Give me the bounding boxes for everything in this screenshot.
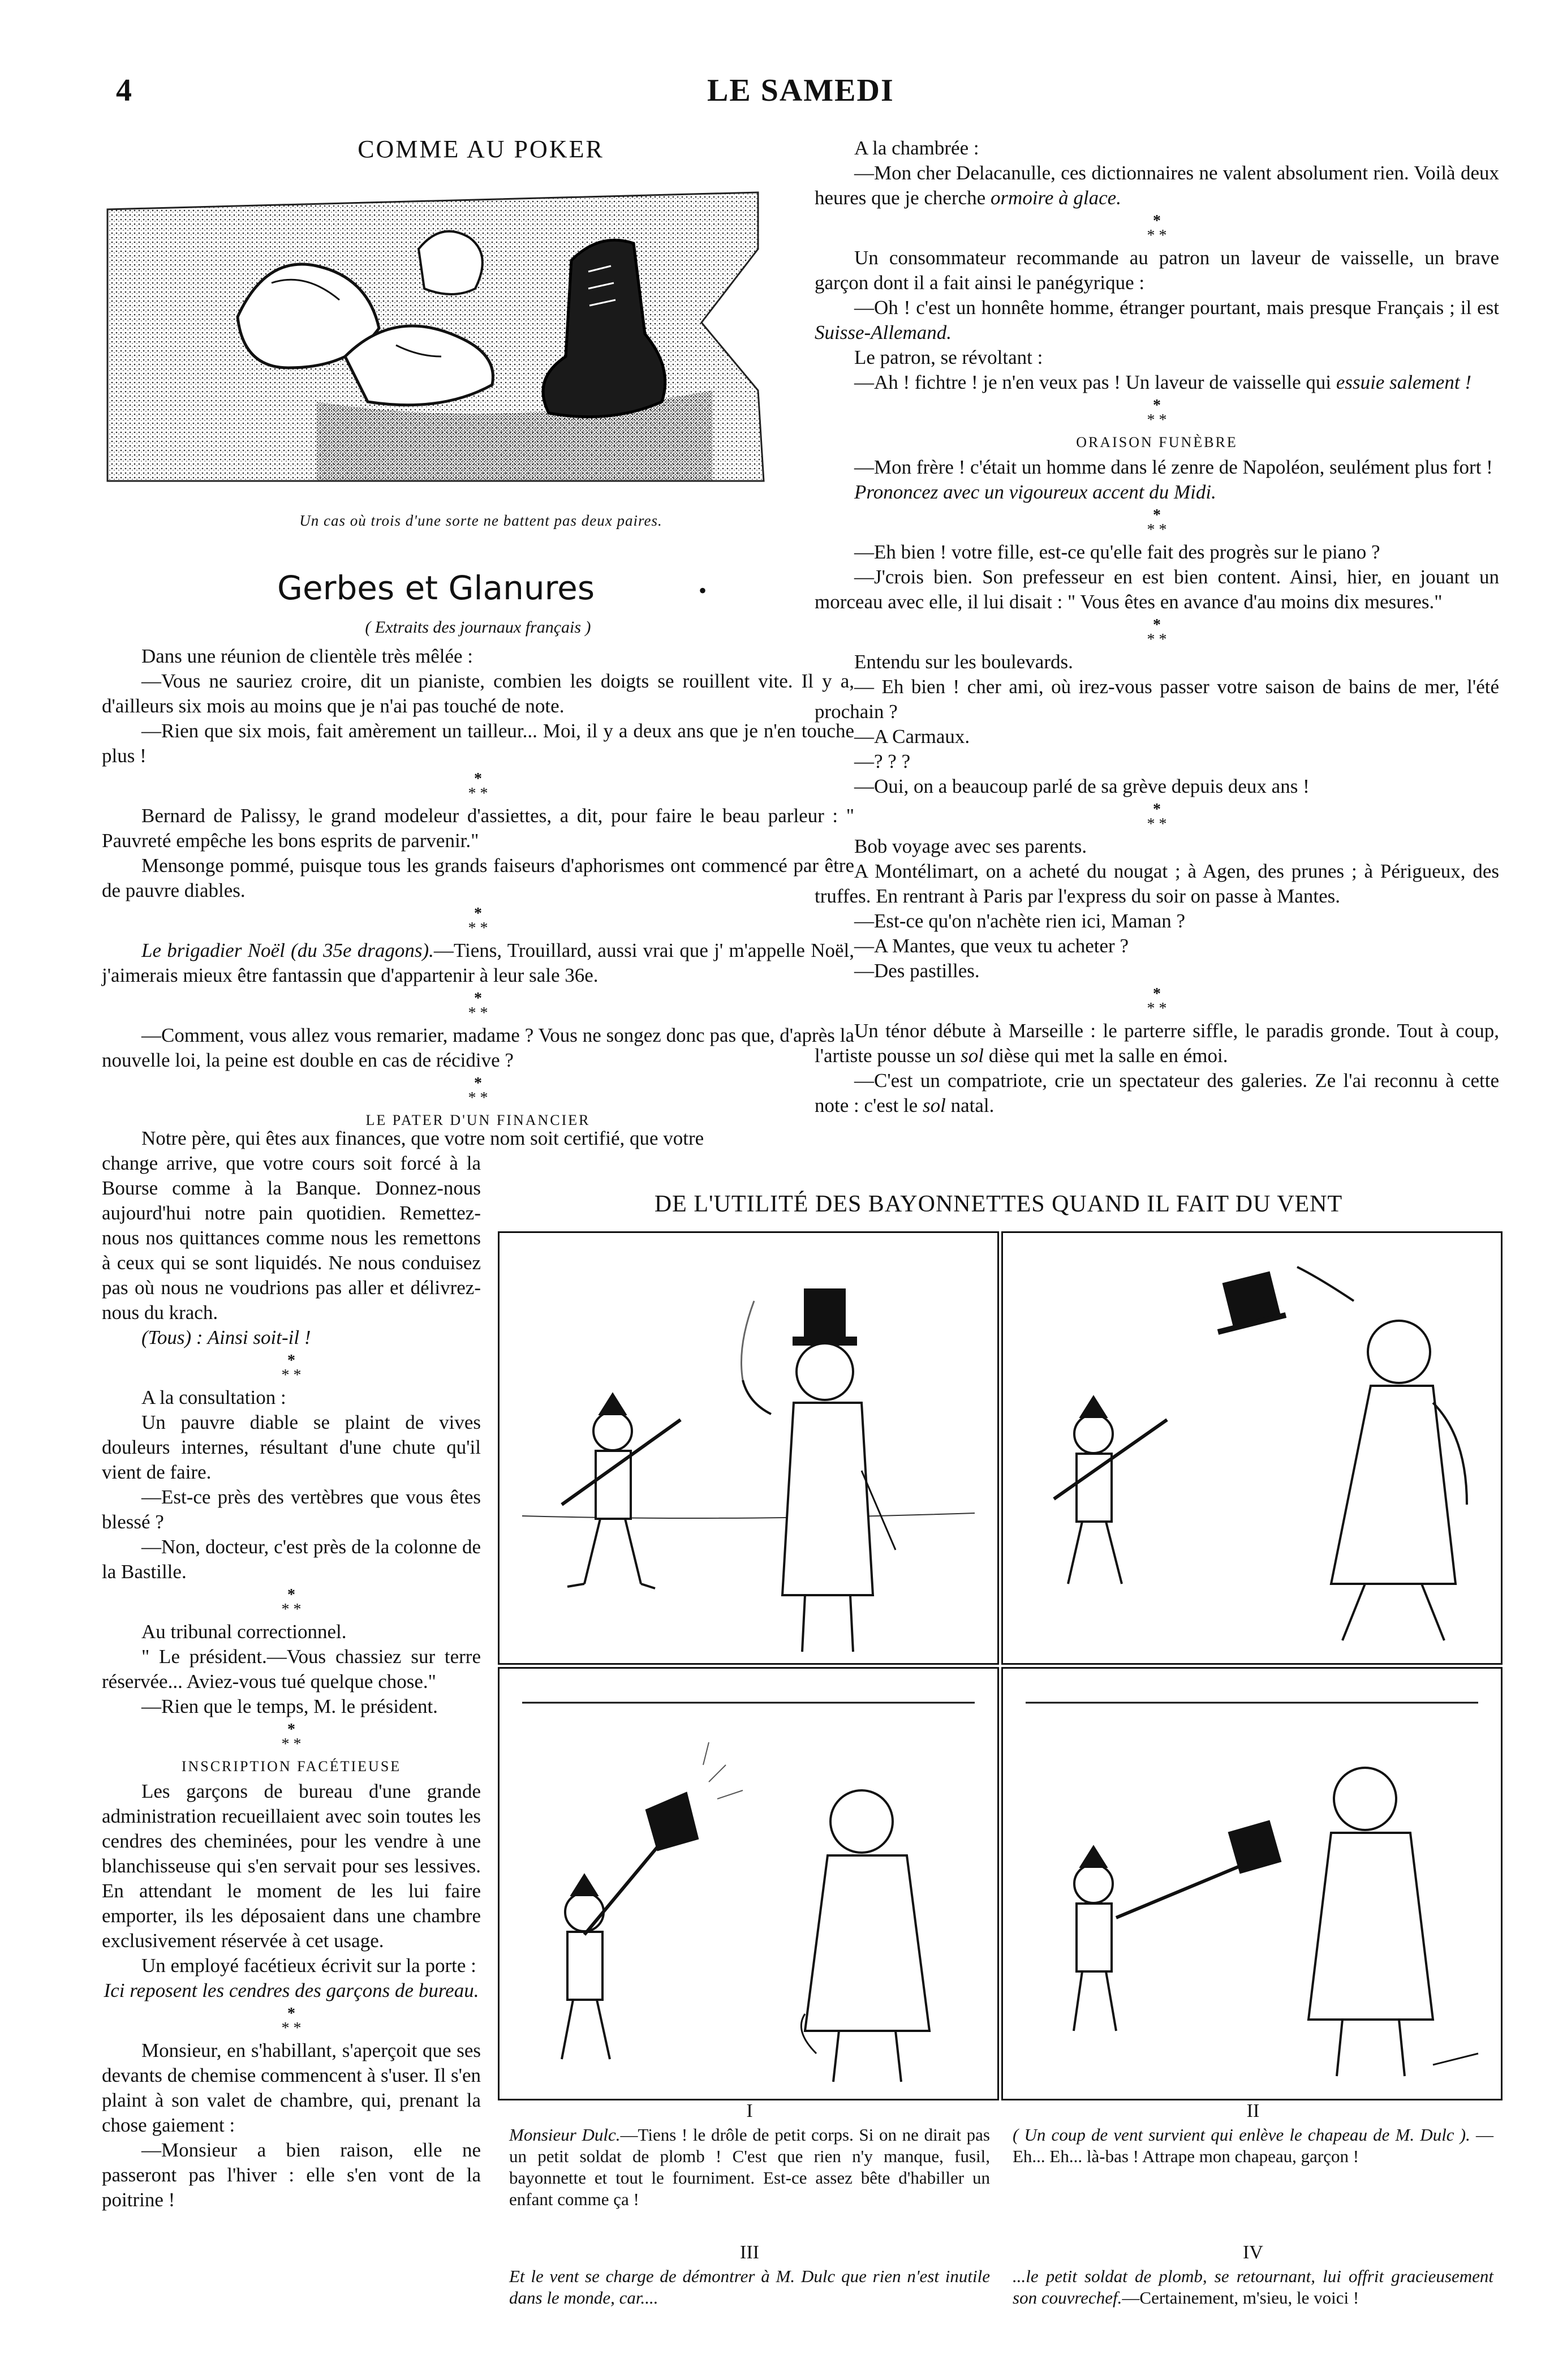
piano-answer: —J'crois bien. Son prefesseur en est bien content. Ainsi, hier, en jouant un morceau avec elle, il lui disait : " Vous êtes en avance d'au moins dix mesures." bbox=[815, 566, 1499, 613]
toy-soldier-figure bbox=[1054, 1397, 1167, 1584]
hat-offered bbox=[1229, 1821, 1280, 1872]
bob-line-4: —Des pastilles. bbox=[854, 960, 980, 982]
oraison-text: —Mon frère ! c'était un homme dans lé zenre de Napoléon, seulément plus fort ! bbox=[854, 456, 1493, 478]
journal-title: LE SAMEDI bbox=[707, 73, 894, 108]
monsieur-dulc-figure bbox=[742, 1290, 896, 1652]
pater-prayer: change arrive, que votre cours soit forcé à la Bourse comme à la Banque. Donnez-nous aujourd'hui notre pain quotidien. Remettez-nous nos quittances comme nous les remettons à ceux qui se sont liquidés. Ne nous conduisez pas où nous ne voudrions pas aller et délivrez-nous du krach. bbox=[102, 1152, 481, 1324]
patron-text: —Ah ! fichtre ! je n'en veux pas ! Un laveur de vaisselle qui bbox=[854, 371, 1336, 393]
caption-lead: ( Un coup de vent survient qui enlève le chapeau de M. Dulc ). bbox=[1013, 2125, 1470, 2145]
asterism: * * * bbox=[1147, 506, 1167, 539]
boulevards-line-4: —Oui, on a beaucoup parlé de sa grève depuis deux ans ! bbox=[854, 775, 1310, 797]
bob-line-2: —Est-ce qu'on n'achète rien ici, Maman ? bbox=[854, 910, 1186, 932]
caption-number: I bbox=[746, 2100, 753, 2121]
tenor-line-2 bbox=[815, 1068, 1499, 1118]
boulevards-line-2: —A Carmaux. bbox=[854, 725, 970, 747]
poker-title: COMME AU POKER bbox=[358, 135, 604, 163]
cartoon-panel-1 bbox=[498, 1231, 999, 1665]
monsieur-dulc-figure bbox=[1297, 1267, 1467, 1640]
chambree-line bbox=[815, 161, 1499, 210]
tenor-text-d: natal. bbox=[945, 1094, 995, 1116]
cartoon-panel-4 bbox=[1001, 1667, 1503, 2100]
asterism: * * * bbox=[468, 1075, 488, 1107]
cartoon-caption-4 bbox=[1013, 2242, 1493, 2309]
bob-intro: Bob voyage avec ses parents. bbox=[854, 835, 1087, 857]
caption-lead: Et le vent se charge de démontrer à M. Dulc que rien n'est inutile dans le monde, car.... bbox=[509, 2266, 990, 2308]
gerbes-top-column bbox=[102, 644, 854, 1133]
cartoon-caption-3 bbox=[509, 2242, 990, 2309]
asterism: * * * bbox=[468, 905, 488, 937]
brigadier-lead: Le brigadier Noël (du 35e dragons). bbox=[141, 939, 434, 961]
boulevards-line-1: — Eh bien ! cher ami, où irez-vous passer votre saison de bains de mer, l'été prochain ? bbox=[815, 676, 1499, 723]
gerbes-narrow-column bbox=[102, 1151, 481, 2213]
patron-line bbox=[815, 370, 1499, 395]
page-number: 4 bbox=[116, 73, 132, 108]
asterism: * * * bbox=[281, 2005, 302, 2037]
boulevards-intro: Entendu sur les boulevards. bbox=[854, 651, 1073, 673]
brigadier-story bbox=[102, 938, 854, 988]
cartoon-panel-2 bbox=[1001, 1231, 1503, 1665]
caption-number: IV bbox=[1243, 2242, 1263, 2263]
palissy-quote: Bernard de Palissy, le grand modeleur d'assiettes, a dit, pour faire le beau parleur : " Pauvreté empêche les bons esprits de parvenir." bbox=[102, 805, 854, 852]
gerbes-title: Gerbes et Glanures bbox=[277, 569, 595, 607]
cartoon-title: DE L'UTILITÉ DES BAYONNETTES QUAND IL FAIT DU VENT bbox=[654, 1191, 1343, 1217]
hat-on-bayonet bbox=[647, 1742, 743, 1850]
caption-text: —Certainement, m'sieu, le voici ! bbox=[1122, 2288, 1359, 2308]
flying-top-hat bbox=[1218, 1273, 1286, 1332]
asterism: * * * bbox=[1147, 397, 1167, 429]
caption-number: II bbox=[1246, 2100, 1260, 2121]
poker-caption: Un cas où trois d'une sorte ne battent pas deux paires. bbox=[299, 512, 662, 529]
caption-lead: Monsieur Dulc. bbox=[509, 2125, 621, 2145]
essuie-italic: essuie salement ! bbox=[1336, 371, 1471, 393]
caption-text: —Tiens ! le drôle de petit corps. Si on ne dirait pas un petit soldat de plomb ! C'est que rien n'y manque, fusil, bayonnette et tout le fourniment. Est-ce assez bête d'habiller un enfant comme ça ! bbox=[509, 2125, 990, 2209]
tribunal-line-1: " Le président.—Vous chassiez sur terre réservée... Aviez-vous tué quelque chose." bbox=[102, 1646, 481, 1692]
asterism: * * * bbox=[281, 1352, 302, 1384]
consultation-line-3: —Non, docteur, c'est près de la colonne de la Bastille. bbox=[102, 1536, 481, 1583]
chambree-intro: A la chambrée : bbox=[854, 137, 979, 159]
piano-question: —Eh bien ! votre fille, est-ce qu'elle fait des progrès sur le piano ? bbox=[854, 541, 1380, 563]
monsieur-reply: —Monsieur a bien raison, elle ne passeront pas l'hiver : elle s'en vont de la poitrine ! bbox=[102, 2139, 481, 2211]
sol-italic: sol bbox=[961, 1045, 984, 1067]
tribunal-line-2: —Rien que le temps, M. le président. bbox=[141, 1695, 438, 1717]
dot-mark: • bbox=[699, 578, 707, 603]
palissy-comment: Mensonge pommé, puisque tous les grands faiseurs d'aphorismes ont commencé par être de pauvre diables. bbox=[102, 854, 854, 901]
chambree-italic: ormoire à glace. bbox=[990, 187, 1121, 209]
tenor-text-b: dièse qui met la salle en émoi. bbox=[983, 1045, 1228, 1067]
toy-soldier-figure bbox=[562, 1394, 681, 1588]
gerbes-subtitle: ( Extraits des journaux français ) bbox=[365, 618, 591, 637]
consultation-intro: A la consultation : bbox=[141, 1386, 286, 1408]
toy-soldier-figure bbox=[1074, 1847, 1252, 2031]
chambree-text: —Mon cher Delacanulle, ces dictionnaires ne valent absolument rien. Voilà deux heures que je cherche bbox=[815, 162, 1499, 209]
cartoon-caption-1 bbox=[509, 2100, 990, 2210]
pater-title: LE PATER D'UN FINANCIER bbox=[365, 1112, 591, 1128]
asterism: * * * bbox=[468, 770, 488, 802]
inscription-story: Les garçons de bureau d'une grande administration recueillaient avec soin toutes les cendres des cheminées, pour les vendre à une blanchisseuse qui s'en servait pour ses lessives. En attendant le moment de les lui faire emporter, ils les déposaient dans une chambre exclusivement réservée à cet usage. bbox=[102, 1780, 481, 1952]
oraison-note: Prononcez avec un vigoureux accent du Midi. bbox=[854, 481, 1216, 503]
asterism: * * * bbox=[1147, 985, 1167, 1017]
consultation-line-1: Un pauvre diable se plaint de vives douleurs internes, résultant d'une chute qu'il vient de faire. bbox=[102, 1411, 481, 1483]
toy-soldier-figure bbox=[562, 1833, 669, 2059]
pater-wide-line bbox=[102, 1126, 860, 1151]
monsieur-story: Monsieur, en s'habillant, s'aperçoit que ses devants de chemise commencent à s'user. Il s'en plaint à son valet de chambre, qui, prenant la chose gaiement : bbox=[102, 2039, 481, 2136]
poker-illustration bbox=[102, 187, 849, 504]
tenor-line-1 bbox=[815, 1019, 1499, 1068]
cartoon-caption-2 bbox=[1013, 2100, 1493, 2167]
caption-text: — Eh... Eh... là-bas ! Attrape mon chapeau, garçon ! bbox=[1013, 2125, 1494, 2166]
asterism: * * * bbox=[1147, 616, 1167, 648]
tribunal-intro: Au tribunal correctionnel. bbox=[141, 1621, 347, 1643]
bob-line-3: —A Mantes, que veux tu acheter ? bbox=[854, 935, 1129, 957]
inscription-porte: Un employé facétieux écrivit sur la porte : bbox=[141, 1954, 476, 1977]
cartoon-panel-3 bbox=[498, 1667, 999, 2100]
boulevards-line-3: —? ? ? bbox=[854, 750, 911, 772]
pianiste-reply: —Vous ne sauriez croire, dit un pianiste, combien les doigts se rouillent vite. Il y a, d'ailleurs six mois au moins que je n'ai pas touché de note. bbox=[102, 670, 854, 717]
brigadier-text: —Tiens, Trouillard, aussi vrai que j' m'appelle Noël, j'aimerais mieux être fantassin que d'appartenir à leur sale 36e. bbox=[102, 939, 854, 986]
pianiste-intro: Dans une réunion de clientèle très mêlée : bbox=[141, 645, 473, 667]
consommateur-intro: Un consommateur recommande au patron un laveur de vaisselle, un brave garçon dont il a fait ainsi le panégyrique : bbox=[815, 247, 1499, 294]
asterism: * * * bbox=[468, 990, 488, 1022]
pater-amen: (Tous) : Ainsi soit-il ! bbox=[141, 1326, 311, 1348]
tailleur-reply: —Rien que six mois, fait amèrement un tailleur... Moi, il y a deux ans que je n'en touche plus ! bbox=[102, 720, 854, 767]
caption-number: III bbox=[740, 2242, 759, 2263]
consommateur-text: —Oh ! c'est un honnête homme, étranger pourtant, mais presque Français ; il est bbox=[854, 297, 1499, 319]
monsieur-dulc-figure bbox=[801, 1790, 929, 2082]
patron-intro: Le patron, se révoltant : bbox=[854, 346, 1043, 368]
asterism: * * * bbox=[1147, 801, 1167, 833]
oraison-title: ORAISON FUNÈBRE bbox=[1076, 434, 1238, 450]
asterism: * * * bbox=[281, 1721, 302, 1753]
inscription-quote: Ici reposent les cendres des garçons de bureau. bbox=[104, 1979, 479, 2001]
asterism: * * * bbox=[1147, 212, 1167, 244]
sol-italic-2: sol bbox=[922, 1094, 946, 1116]
inscription-title: INSCRIPTION FACÉTIEUSE bbox=[181, 1758, 402, 1775]
consultation-line-2: —Est-ce près des vertèbres que vous êtes blessé ? bbox=[102, 1486, 481, 1533]
monsieur-dulc-figure bbox=[1308, 1768, 1478, 2076]
consommateur-line bbox=[815, 295, 1499, 345]
tenor-text-c: —C'est un compatriote, crie un spectateur des galeries. Ze l'ai reconnu à cette note : c'est le bbox=[815, 1069, 1499, 1116]
remarier-story: —Comment, vous allez vous remarier, madame ? Vous ne songez donc pas que, d'après la nouvelle loi, la peine est double en cas de récidive ? bbox=[102, 1024, 854, 1071]
pater-first-line: Notre père, qui êtes aux finances, que votre nom soit certifié, que votre bbox=[141, 1127, 704, 1149]
right-column bbox=[815, 136, 1499, 1118]
asterism: * * * bbox=[281, 1586, 302, 1618]
tenor-text-a: Un ténor débute à Marseille : le parterre siffle, le paradis gronde. Tout à coup, l'artiste pousse un bbox=[815, 1020, 1499, 1067]
suisse-italic: Suisse-Allemand. bbox=[815, 321, 952, 343]
bob-line-1: A Montélimart, on a acheté du nougat ; à Agen, des prunes ; à Périgueux, des truffes. En rentrant à Paris par l'express du soir on passe à Mantes. bbox=[815, 860, 1499, 907]
caption-lead: ...le petit soldat de plomb, se retournant, lui offrit gracieusement son couvrechef. bbox=[1013, 2266, 1493, 2308]
